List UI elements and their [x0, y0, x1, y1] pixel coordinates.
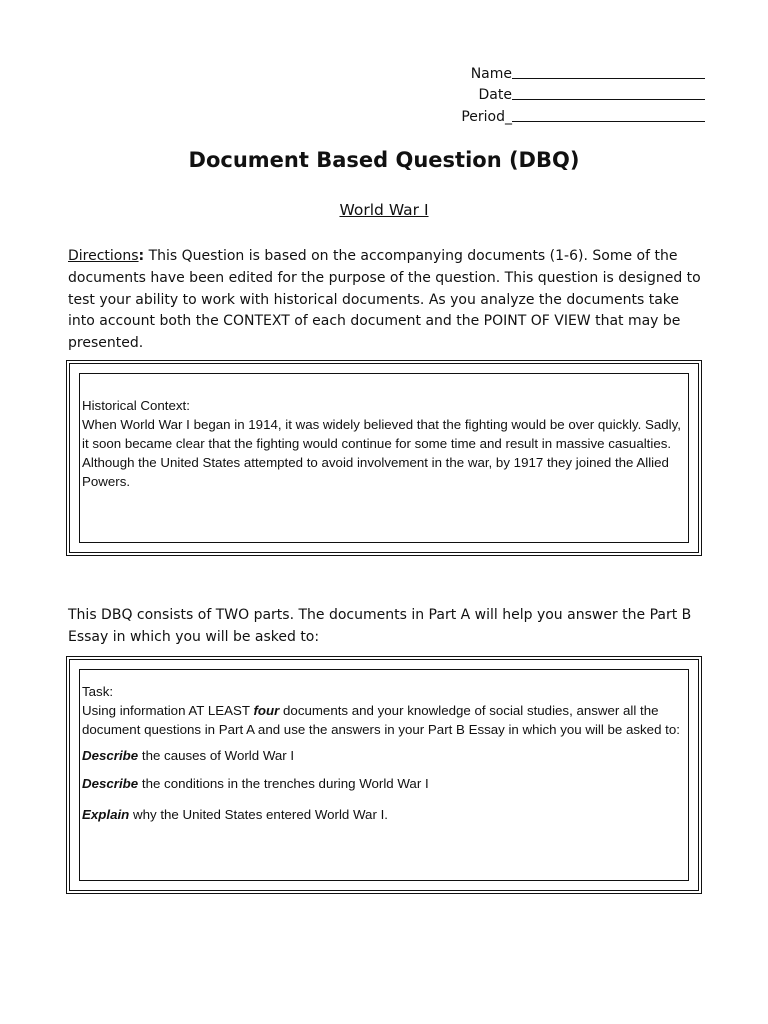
historical-context-heading: Historical Context:: [82, 398, 190, 413]
date-line[interactable]: [512, 98, 705, 100]
page-subtitle: World War I: [339, 201, 429, 219]
historical-context-box: [66, 360, 702, 556]
task-item: [82, 774, 684, 793]
task-item-text: why the United States entered World War I.: [129, 807, 388, 822]
directions-label: Directions: [68, 248, 139, 264]
task-inner: [79, 669, 689, 881]
task-item: [82, 805, 684, 824]
historical-context-body: When World War I began in 1914, it was widely believed that the fighting would be over quickly. Sadly, it soon became clear that the fighting would continue for some time and result in massive casualties. Although the United States attempted to avoid involvement in the war, by 1917 they joined the Allied Powers.: [82, 417, 681, 489]
directions-paragraph: [68, 246, 708, 355]
period-line[interactable]: [512, 120, 705, 122]
directions-text: This Question is based on the accompanying documents (1-6). Some of the documents have been edited for the purpose of the question. This question is designed to test your ability to work with historical documents. As you analyze the documents take into account both the CONTEXT of each document and the POINT OF VIEW that may be presented.: [68, 248, 701, 352]
task-text-start: Using information AT LEAST: [82, 703, 254, 718]
task-item: [82, 746, 684, 765]
task-box: [66, 656, 702, 894]
task-instructions: [82, 701, 684, 739]
task-verb: Describe: [82, 748, 139, 763]
task-verb: Describe: [82, 776, 139, 791]
name-label: Name: [470, 65, 512, 82]
date-label: Date: [478, 87, 512, 103]
parts-intro-paragraph: This DBQ consists of TWO parts. The documents in Part A will help you answer the Part B Essay in which you will be asked to:: [68, 607, 692, 645]
period-label: Period_: [461, 108, 512, 125]
student-info-fields: [440, 60, 705, 125]
name-line[interactable]: [512, 77, 705, 79]
historical-context-inner: [79, 373, 689, 543]
task-text-rest: documents and your knowledge of social studies, answer all the document questions in Part A and use the answers in your Part B Essay in which you will be asked to:: [82, 703, 680, 737]
page-title: Document Based Question (DBQ): [188, 148, 580, 172]
task-emphasis: four: [253, 703, 280, 718]
task-item-text: the causes of World War I: [138, 748, 295, 763]
task-item-text: the conditions in the trenches during World War I: [138, 776, 429, 791]
period-field[interactable]: [440, 103, 705, 125]
name-field[interactable]: [440, 60, 705, 82]
task-verb: Explain: [82, 807, 130, 822]
directions-colon: :: [138, 248, 145, 264]
task-heading: Task:: [82, 684, 114, 699]
date-field[interactable]: [440, 82, 705, 104]
